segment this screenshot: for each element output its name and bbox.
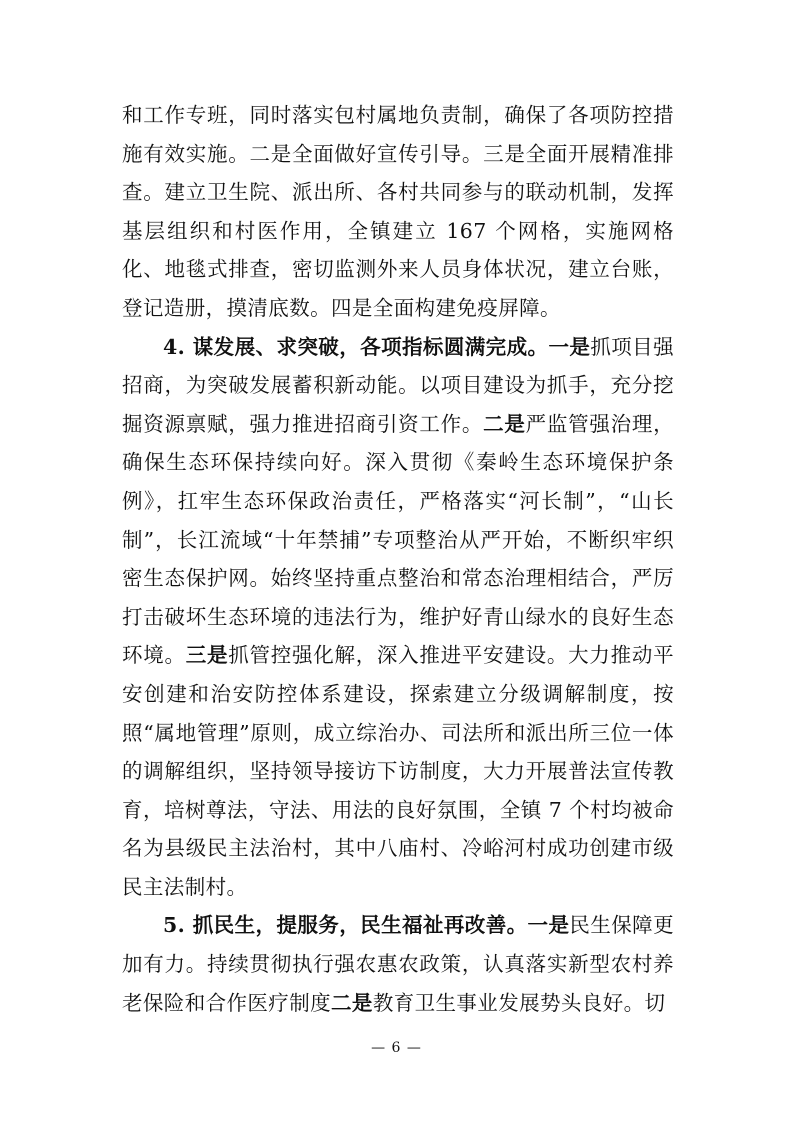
paragraph-1 [122,96,674,328]
point-2-text: 教育卫生事业发展势头良好。切 [372,990,666,1015]
paragraph-1-text: 和工作专班，同时落实包村属地负责制，确保了各项防控措施有效实施。二是全面做好宣传引导。三是全面开展精准排查。建立卫生院、派出所、各村共同参与的联动机制，发挥基层组织和村医作用，全镇建立 167 个网格，实施网格化、地毯式排查，密切监测外来人员身体状况，建立台账，登记造册，摸清底数。四是全面构建免疫屏障。 [122,103,674,320]
point-2-label: 二是 [483,411,526,436]
paragraph-2 [122,328,674,907]
point-3-text: 抓管控强化解，深入推进平安建设。大力推动平安创建和治安防控体系建设，探索建立分级调解制度，按照“属地管理”原则，成立综治办、司法所和派出所三位一体的调解组织，坚持领导接访下访制度，大力开展普法宣传教育，培树尊法，守法、用法的良好氛围，全镇 7 个村均被命名为县级民主法治村，其中八庙村、冷峪河村成功创建市级民主法制村。 [122,643,674,899]
point-2-text: 严监管强治理，确保生态环保持续向好。深入贯彻《秦岭生态环境保护条例》，扛牢生态环保政治责任，严格落实“河长制”，“山长制”，长江流域“十年禁捕”专项整治从严开始，不断织牢织密生态保护网。始终坚持重点整治和常态治理相结合，严厉打击破坏生态环境的违法行为，维护好青山绿水的良好生态环境。 [122,411,674,668]
point-1-label: 一是 [548,334,591,359]
section-4-heading: 4. 谋发展、求突破，各项指标圆满完成。 [163,334,549,359]
point-3-label: 三是 [185,643,229,668]
body-text [122,96,674,1022]
point-1-label: 一是 [527,913,570,938]
paragraph-3 [122,906,674,1022]
section-5-heading: 5. 抓民生，提服务，民生福祉再改善。 [163,913,528,938]
page-number: — 6 — [371,1040,422,1056]
point-1-text: 民生保障更加有力。持续贯彻执行强农惠农政策，认真落实新型农村养老保险和合作医疗制度 [122,913,675,1015]
point-2-label: 二是 [331,990,373,1015]
point-1-text: 抓项目强招商，为突破发展蓄积新动能。以项目建设为抓手，充分挖掘资源禀赋，强力推进招商引资工作。 [122,334,674,436]
